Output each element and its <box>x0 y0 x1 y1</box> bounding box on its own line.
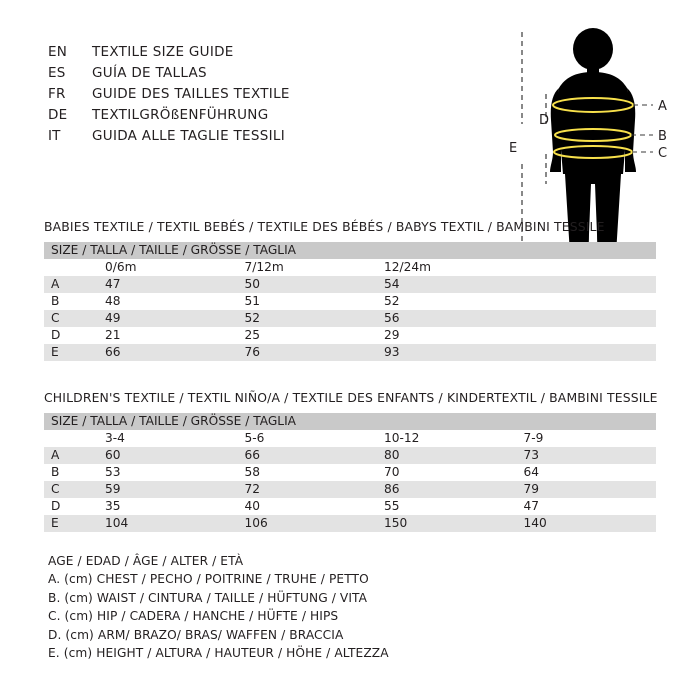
title-row <box>48 86 468 107</box>
table-row <box>44 464 656 481</box>
title-text-fr: GUIDE DES TAILLES TEXTILE <box>92 86 290 102</box>
children-cell: 80 <box>377 447 517 464</box>
title-lang-es: ES <box>48 65 66 81</box>
legend-d-arm: D. (cm) ARM/ BRAZO/ BRAS/ WAFFEN / BRACCIA <box>48 627 344 642</box>
label-a: A <box>658 99 667 114</box>
children-cell: 79 <box>517 481 657 498</box>
babies-col-1: 7/12m <box>238 259 378 276</box>
children-row-label: B <box>44 464 98 481</box>
children-cell: 140 <box>517 515 657 532</box>
babies-col-blank <box>44 259 98 276</box>
legend-c-hip: C. (cm) HIP / CADERA / HANCHE / HÜFTE / HIPS <box>48 609 339 624</box>
children-col-0: 3-4 <box>98 430 238 447</box>
title-row <box>48 65 468 86</box>
title-text-es: GUÍA DE TALLAS <box>92 65 207 81</box>
babies-table <box>44 242 656 361</box>
babies-cell-blank <box>517 293 657 310</box>
title-lang-it: IT <box>48 128 61 144</box>
babies-cell: 51 <box>238 293 378 310</box>
babies-row-label: C <box>44 310 98 327</box>
children-cell: 86 <box>377 481 517 498</box>
babies-col-0: 0/6m <box>98 259 238 276</box>
children-row-label: C <box>44 481 98 498</box>
table-row <box>44 276 656 293</box>
babies-cell: 48 <box>98 293 238 310</box>
children-cell: 35 <box>98 498 238 515</box>
children-cell: 66 <box>238 447 378 464</box>
title-lang-en: EN <box>48 44 68 60</box>
children-cell: 104 <box>98 515 238 532</box>
children-cell: 106 <box>238 515 378 532</box>
children-cell: 72 <box>238 481 378 498</box>
children-row-label: A <box>44 447 98 464</box>
children-col-blank <box>44 430 98 447</box>
title-text-it: GUIDA ALLE TAGLIE TESSILI <box>92 128 285 144</box>
babies-row-label: A <box>44 276 98 293</box>
children-col-1: 5-6 <box>238 430 378 447</box>
legend-e-height: E. (cm) HEIGHT / ALTURA / HAUTEUR / HÖHE / ALTEZZA <box>48 646 389 661</box>
children-table <box>44 413 656 532</box>
babies-row-label: D <box>44 327 98 344</box>
babies-cell: 93 <box>377 344 517 361</box>
babies-cell-blank <box>517 344 657 361</box>
babies-col-blank-2 <box>517 259 657 276</box>
title-text-de: TEXTILGRÖßENFÜHRUNG <box>92 107 269 123</box>
label-e: E <box>509 141 518 156</box>
children-cell: 73 <box>517 447 657 464</box>
babies-cell: 21 <box>98 327 238 344</box>
table-row <box>44 310 656 327</box>
table-row <box>44 259 656 276</box>
children-cell: 53 <box>98 464 238 481</box>
babies-cell: 56 <box>377 310 517 327</box>
table-row <box>44 293 656 310</box>
children-section <box>44 390 656 532</box>
title-block <box>48 44 468 149</box>
children-col-3: 7-9 <box>517 430 657 447</box>
children-caption: CHILDREN'S TEXTILE / TEXTIL NIÑO/A / TEXTILE DES ENFANTS / KINDERTEXTIL / BAMBINI TESSILE <box>44 390 658 405</box>
legend-block <box>48 552 648 662</box>
children-cell: 150 <box>377 515 517 532</box>
children-col-2: 10-12 <box>377 430 517 447</box>
babies-row-label: E <box>44 344 98 361</box>
babies-cell: 52 <box>238 310 378 327</box>
table-row <box>44 430 656 447</box>
table-row <box>44 327 656 344</box>
babies-cell-blank <box>517 327 657 344</box>
babies-cell: 47 <box>98 276 238 293</box>
babies-cell: 76 <box>238 344 378 361</box>
legend-age: AGE / EDAD / ÂGE / ALTER / ETÀ <box>48 554 244 568</box>
label-c: C <box>658 146 668 161</box>
babies-row-label: B <box>44 293 98 310</box>
title-row <box>48 44 468 65</box>
title-row <box>48 107 468 128</box>
children-row-label: E <box>44 515 98 532</box>
table-row <box>44 447 656 464</box>
title-lang-fr: FR <box>48 86 66 102</box>
babies-col-2: 12/24m <box>377 259 517 276</box>
children-cell: 58 <box>238 464 378 481</box>
children-header-spacer <box>377 413 517 430</box>
title-text-en: TEXTILE SIZE GUIDE <box>92 44 234 60</box>
label-b: B <box>658 129 667 144</box>
title-lang-de: DE <box>48 107 68 123</box>
table-row <box>44 344 656 361</box>
title-row <box>48 128 468 149</box>
children-header-spacer <box>517 413 657 430</box>
children-cell: 64 <box>517 464 657 481</box>
children-cell: 70 <box>377 464 517 481</box>
table-row <box>44 242 656 259</box>
babies-cell: 66 <box>98 344 238 361</box>
table-row <box>44 413 656 430</box>
children-row-label: D <box>44 498 98 515</box>
table-row <box>44 515 656 532</box>
babies-header-spacer <box>517 242 657 259</box>
babies-cell: 29 <box>377 327 517 344</box>
children-cell: 55 <box>377 498 517 515</box>
legend-a-chest: A. (cm) CHEST / PECHO / POITRINE / TRUHE / PETTO <box>48 572 369 587</box>
babies-cell: 25 <box>238 327 378 344</box>
babies-cell-blank <box>517 276 657 293</box>
table-row <box>44 498 656 515</box>
children-cell: 47 <box>517 498 657 515</box>
legend-b-waist: B. (cm) WAIST / CINTURA / TAILLE / HÜFTUNG / VITA <box>48 590 368 605</box>
children-size-header: SIZE / TALLA / TAILLE / GRÖSSE / TAGLIA <box>44 413 377 430</box>
babies-cell-blank <box>517 310 657 327</box>
babies-section <box>44 219 656 361</box>
babies-caption: BABIES TEXTILE / TEXTIL BEBÉS / TEXTILE DES BÉBÉS / BABYS TEXTIL / BAMBINI TESSILE <box>44 219 605 234</box>
babies-cell: 54 <box>377 276 517 293</box>
children-cell: 59 <box>98 481 238 498</box>
babies-size-header: SIZE / TALLA / TAILLE / GRÖSSE / TAGLIA <box>44 242 377 259</box>
babies-cell: 50 <box>238 276 378 293</box>
babies-header-spacer <box>377 242 517 259</box>
babies-cell: 52 <box>377 293 517 310</box>
children-cell: 60 <box>98 447 238 464</box>
babies-cell: 49 <box>98 310 238 327</box>
label-d: D <box>539 113 550 128</box>
children-cell: 40 <box>238 498 378 515</box>
table-row <box>44 481 656 498</box>
